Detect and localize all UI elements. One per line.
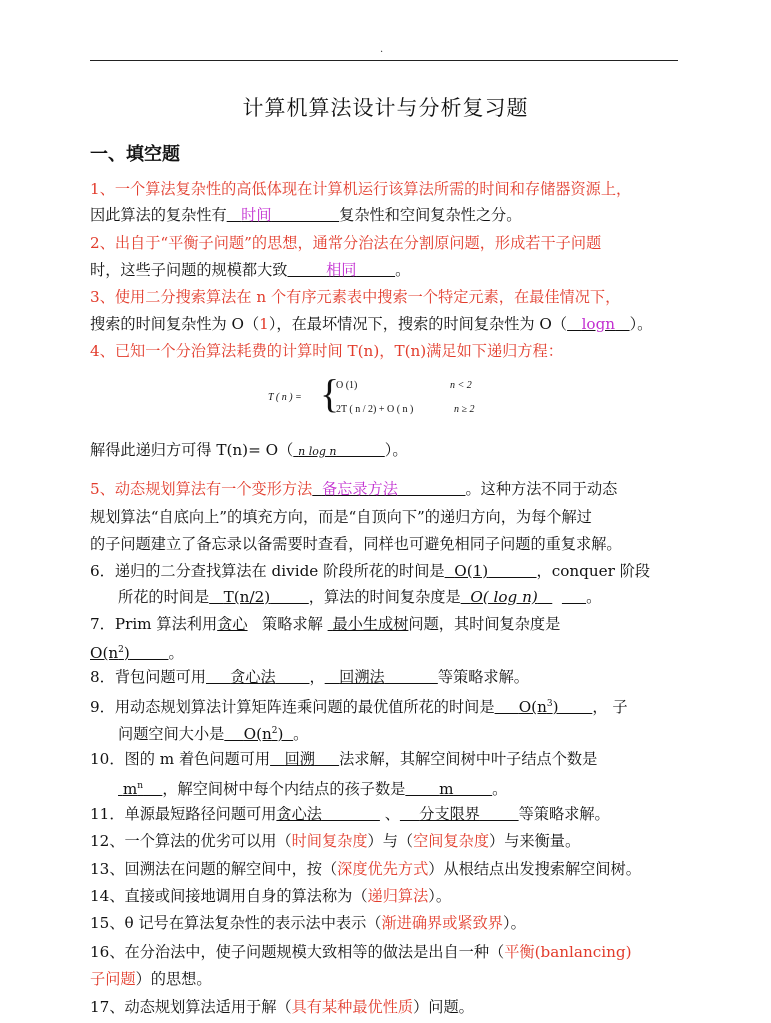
equation-condition1: n < 2 [450,380,472,391]
q11-line [90,805,610,823]
q7-line1 [90,615,560,633]
q17-text: 17、动态规划算法适用于解（ [90,998,292,1016]
q14-text-end: ）。 [428,887,452,905]
q7-answer-close: ) [123,644,130,663]
q3-line2 [90,315,652,333]
q3-answer-best: 1 [259,315,269,333]
q6-answer-divide: O(1) [454,562,489,580]
q7-answer-complexity: O(n [90,644,119,663]
q10-answer1-blank [270,750,339,768]
q6-answer2-blank [209,588,309,606]
q8-line [90,668,529,686]
q11-answer1-blank [276,805,380,823]
q6-text-end: 。 [586,588,602,606]
q1-line2 [90,206,521,224]
q12-text: 12、一个算法的优劣可以用（ [90,832,292,850]
section-heading: 一、填空题 [90,144,180,165]
equation-lhs: T ( n ) = [268,392,302,403]
q12-line [90,832,580,850]
q6-line1 [90,562,650,580]
q15-line [90,914,526,932]
q7-text-mid2: 问题，其时间复杂度是 [408,615,561,633]
q10-answer2-exponent: n [137,781,144,791]
q14-text: 14、直接或间接地调用自身的算法称为（ [90,887,368,905]
equation-brace: { [320,371,340,416]
q11-answer2-blank [400,805,519,823]
q17-answer: 具有某种最优性质 [291,998,414,1016]
q2-line2 [90,261,410,279]
q5-line3: 的子问题建立了备忘录以备需要时查看，同样也可避免相同子问题的重复求解。 [90,535,622,553]
q17-text-end: ）问题。 [413,998,474,1016]
q1-line1: 1、一个算法复杂性的高低体现在计算机运行该算法所需的时间和存储器资源上， [90,180,632,198]
q3-text-mid: ），在最坏情况下，搜索的时间复杂性为 O（ [268,315,568,333]
q2-answer-blank [287,261,395,279]
q9-answer1: O(n [518,698,547,717]
q3-answer-blank [567,315,629,333]
q9-text: 9．用动态规划算法计算矩阵连乘问题的最优值所花的时间是 [90,698,495,717]
q6-answer1-blank [445,562,537,580]
q10-line2 [118,777,507,798]
q2-answer: 相同 [326,261,357,279]
q8-answer1-blank [206,668,310,686]
q5-text-mid: 。这种方法不同于动态 [465,480,618,498]
q9-answer2-blank [224,725,293,743]
q4-answer: n log n [298,445,337,458]
q6-text3: ，算法的时间复杂度是 [308,588,461,606]
q11-answer2: 分支限界 [419,805,480,823]
q10-answer2-base: m [122,780,138,799]
equation-case1: O (1) [336,380,358,391]
q3-line1: 3、使用二分搜索算法在 n 个有序元素表中搜索一个特定元素，在最佳情况下， [90,288,621,306]
q7-text: 7．Prim 算法利用 [90,615,218,633]
q13-line [90,860,641,878]
q10-answer3-blank [405,780,492,798]
q8-text: 8．背包问题可用 [90,668,206,686]
q15-text-end: ）。 [502,914,526,932]
q10-answer2 [118,780,162,798]
q9-line1 [90,695,628,716]
q8-answer2-blank [325,668,438,686]
q11-text: 11．单源最短路径问题可用 [90,805,277,823]
q14-line [90,887,451,905]
q8-answer1: 贪心法 [230,668,276,686]
q9-answer2-close: ) [277,725,284,744]
q12-answer1: 时间复杂度 [291,832,368,850]
q1-answer: 时间 [241,206,272,224]
recurrence-equation [268,371,508,426]
q16-line2 [90,970,212,988]
q10-answer1: 回溯 [284,750,315,768]
equation-case2: 2T ( n / 2) + O ( n ) [336,404,414,415]
q3-text: 搜索的时间复杂性为 O（ [90,315,260,333]
q13-answer: 深度优先方式 [337,860,429,878]
q10-text-mid: 法求解，其解空间树中叶子结点个数是 [339,750,598,768]
q4-answer-blank [293,441,384,459]
q11-text-mid: 、 [384,805,400,823]
q9-text-end: 。 [293,725,309,744]
q9-answer2-exponent: 2 [271,726,278,736]
q10-text-end: 。 [492,780,508,799]
q13-text: 13、回溯法在问题的解空间中，按（ [90,860,338,878]
q17-line [90,998,474,1016]
q6-answer3-blank [461,588,553,606]
q3-text-end: ）。 [629,315,653,333]
q3-answer-worst: logn [581,315,616,333]
q9-answer2: O(n [243,725,272,744]
q4-text: 解得此递归方可得 T(n)= O（ [90,441,294,459]
q7-answer2-blank [328,615,409,633]
q9-text-mid: ， 子 [592,698,628,717]
q7-answer-exponent: 2 [118,645,124,655]
q10-answer3: m [439,780,454,799]
q6-text-mid: ，conquer 阶段 [536,562,651,580]
q6-answer-complexity: O( log n) [470,588,538,606]
q10-text: 10．图的 m 着色问题可用 [90,750,271,768]
q1-text: 因此算法的复杂性有 [90,206,227,224]
q2-text-end: 。 [395,261,411,279]
q14-answer: 递归算法 [367,887,429,905]
q16-text-end: ）的思想。 [135,970,212,988]
q6-line2 [118,588,601,606]
q4-text-end: ）。 [384,441,408,459]
header-rule [90,60,678,61]
q12-answer2: 空间复杂度 [413,832,490,850]
q1-answer-blank [227,206,339,224]
q2-text: 时，这些子问题的规模都大致 [90,261,288,279]
q6-answer-conquer: T(n/2) [223,588,271,606]
q15-text: 15、θ 记号在算法复杂性的表示法中表示（ [90,914,382,932]
q9-text2: 问题空间大小是 [118,725,225,744]
q16-answer-part1: 平衡(banlancing) [504,943,632,961]
q9-answer1-blank [495,698,593,716]
q4-line1: 4、已知一个分治算法耗费的计算时间 T(n)，T(n)满足如下递归方程： [90,342,563,360]
q8-text-end: 等策略求解。 [437,668,529,686]
q5-line2: 规划算法“自底向上”的填充方向，而是“自顶向下”的递归方向，为每个解过 [90,508,592,526]
q12-text-mid: ）与（ [367,832,414,850]
q6-text: 6．递归的二分查找算法在 divide 阶段所花的时间是 [90,562,445,580]
q12-text-end: ）与来衡量。 [489,832,581,850]
q7-answer-problem: 最小生成树 [332,615,409,633]
equation-condition2: n ≥ 2 [454,404,475,415]
q7-line2 [90,641,184,662]
header-mark: . [380,44,384,55]
q11-answer1: 贪心法 [276,805,322,823]
q13-text-end: ）从根结点出发搜索解空间树。 [428,860,641,878]
q7-answer3 [90,644,168,662]
q7-text-mid: 策略求解 [262,615,323,633]
q7-text-end: 。 [168,644,184,663]
q5-line1 [90,480,617,498]
q9-answer1-exponent: 3 [546,699,553,709]
q5-text: 5、动态规划算法有一个变形方法 [90,480,313,498]
q9-answer1-close: ) [552,698,559,717]
q4-line2 [90,441,408,461]
q16-line1 [90,943,632,961]
q1-text-end: 复杂性和空间复杂性之分。 [339,206,522,224]
q10-text2: ，解空间树中每个内结点的孩子数是 [162,780,406,799]
q5-answer-blank [312,480,465,498]
q2-line1: 2、出自于“平衡子问题”的思想，通常分治法在分割原问题，形成若干子问题 [90,234,602,252]
q6-text2: 所花的时间是 [118,588,210,606]
q10-line1 [90,750,597,768]
q15-answer: 渐进确界或紧致界 [381,914,503,932]
q7-answer-strategy: 贪心 [217,615,248,633]
q16-answer-part2: 子问题 [90,970,136,988]
q8-answer2: 回溯法 [339,668,385,686]
q8-text-mid: ， [309,668,325,686]
q5-answer: 备忘录方法 [321,480,398,498]
document-title: 计算机算法设计与分析复习题 [242,96,529,120]
q16-text: 16、在分治法中，使子问题规模大致相等的做法是出自一种（ [90,943,505,961]
q9-line2 [118,722,308,743]
q11-text-end: 等策略求解。 [518,805,610,823]
